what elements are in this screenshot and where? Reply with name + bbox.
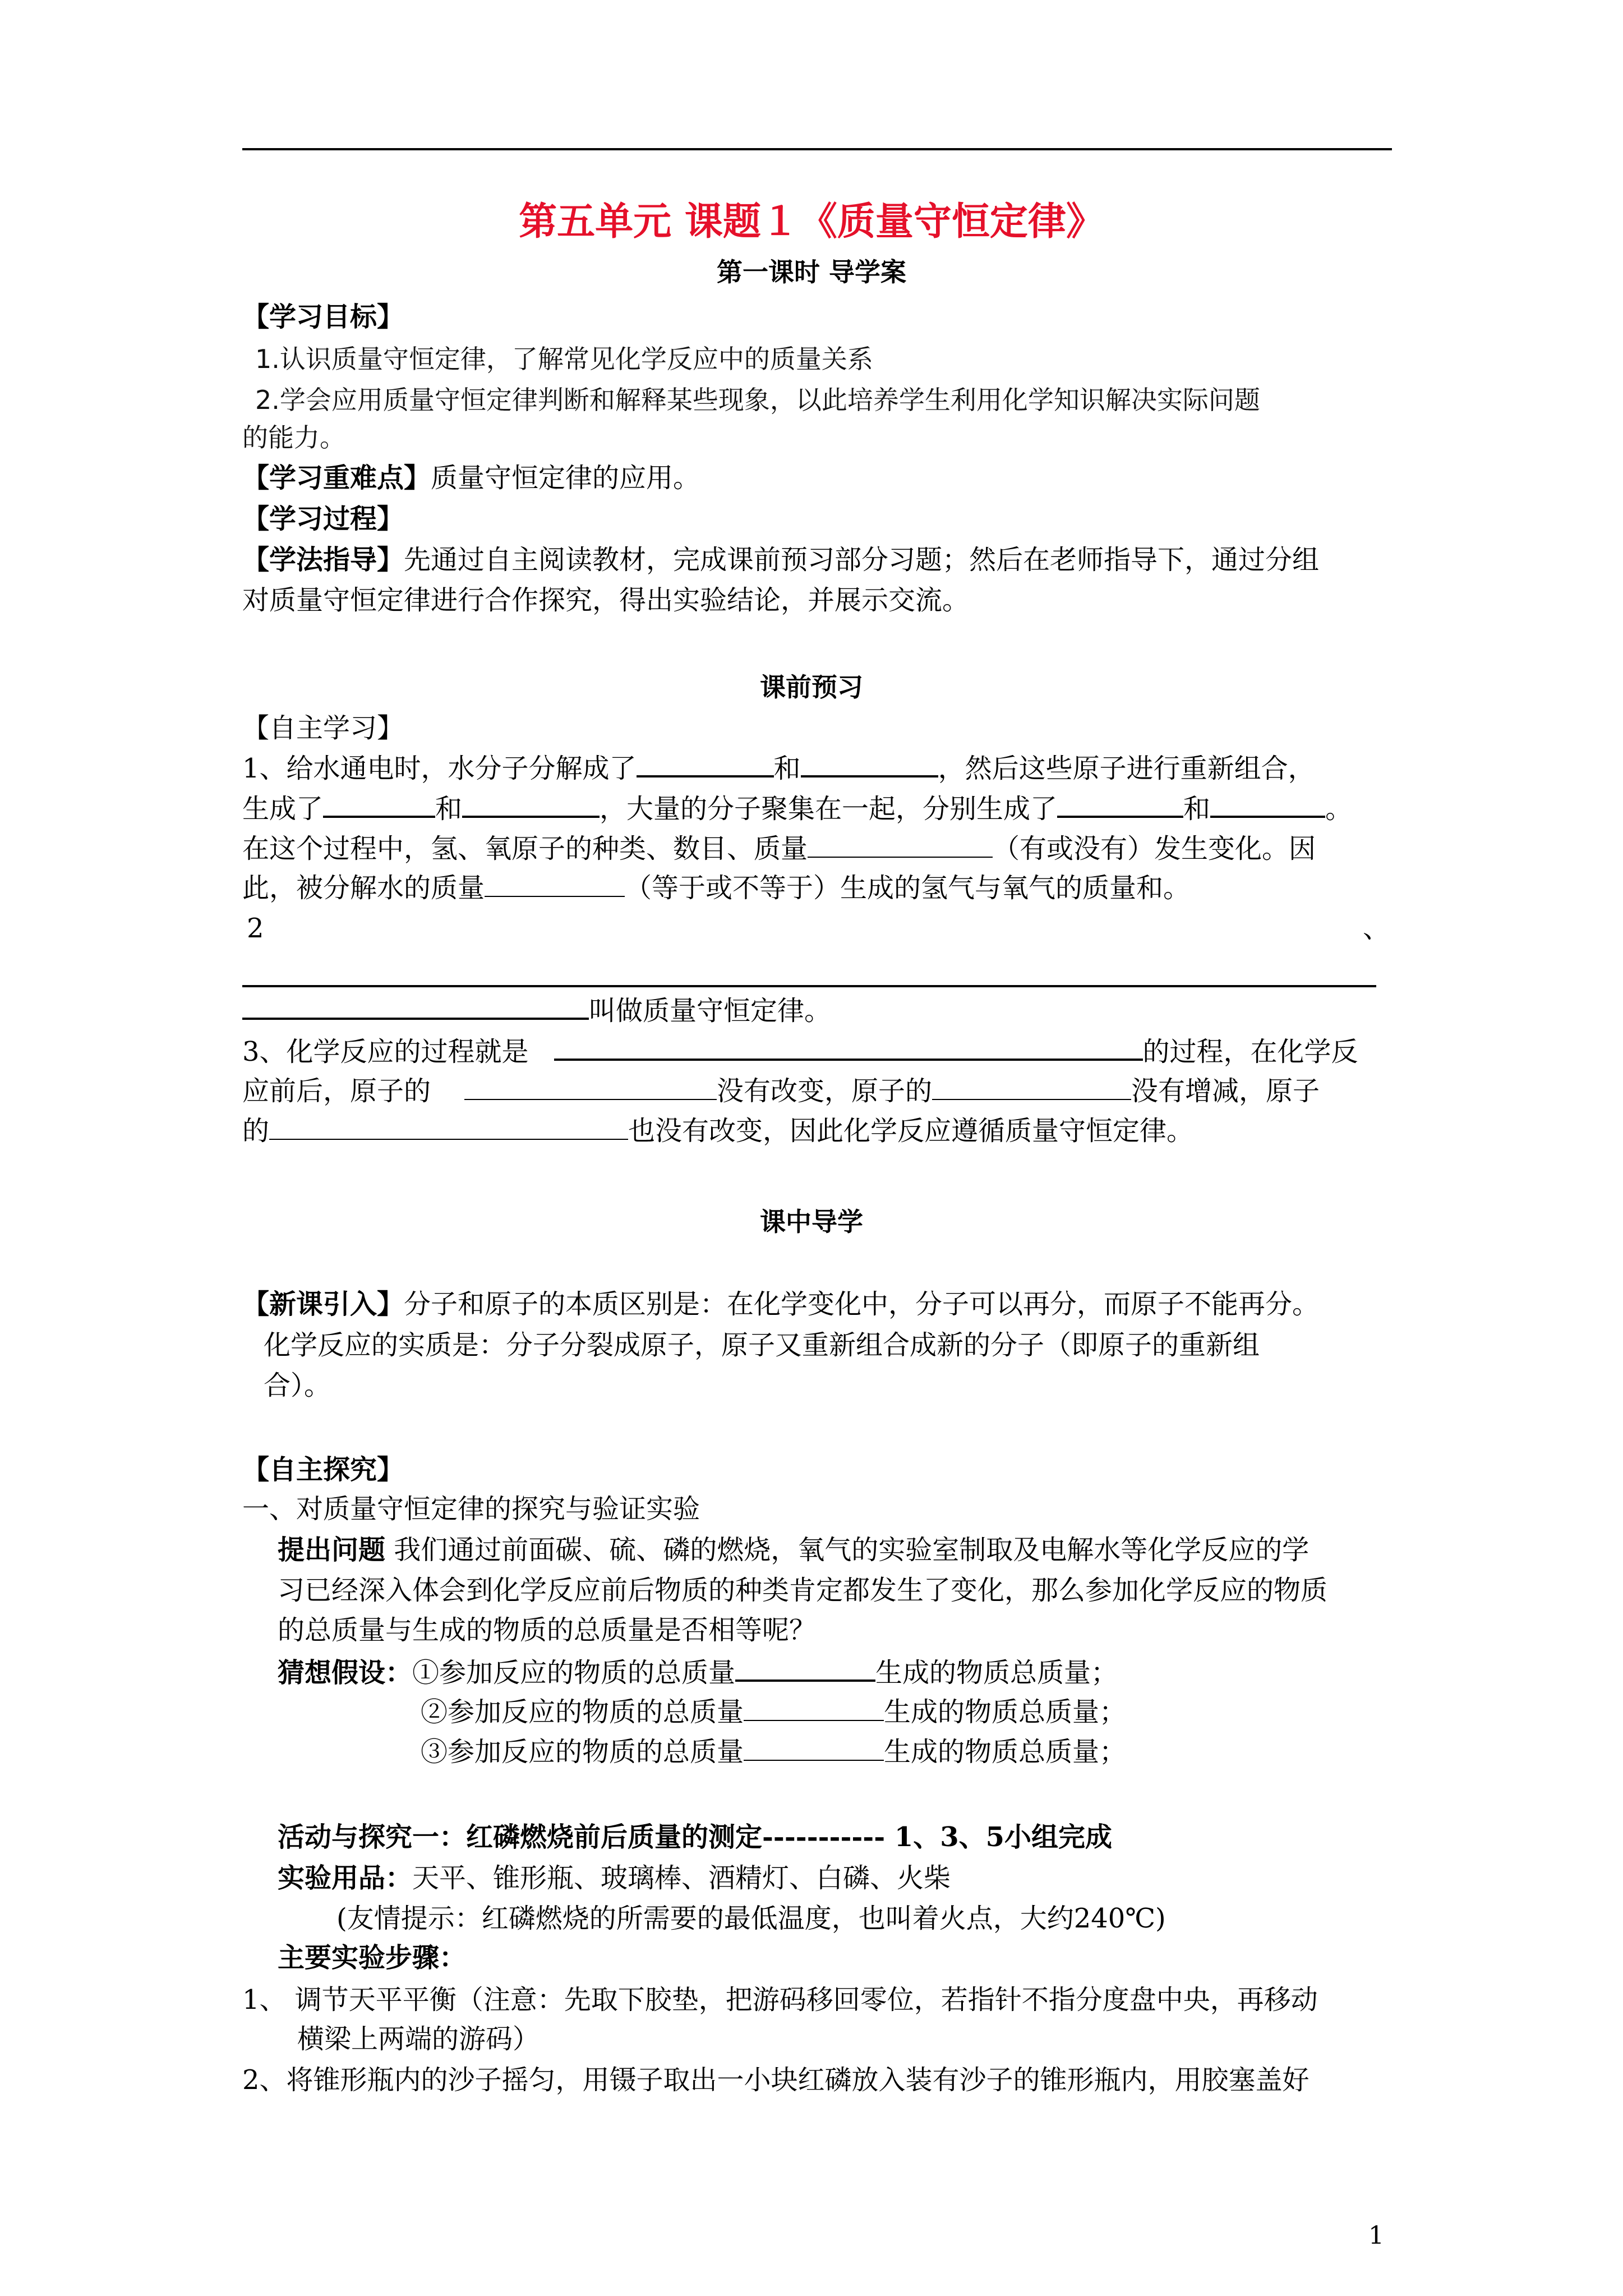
q1-line-3 — [242, 832, 1316, 866]
q1-line-4 — [242, 871, 1190, 905]
q1-blank-7[interactable] — [808, 832, 993, 858]
intro-text-1: 分子和原子的本质区别是：在化学变化中，分子可以再分，而原子不能再分。 — [404, 1289, 1320, 1320]
q2-text-tail: 叫做质量守恒定律。 — [589, 995, 832, 1027]
q3-blank-2[interactable] — [464, 1074, 717, 1100]
q1-blank-5[interactable] — [1057, 791, 1183, 818]
q3-text-2: 的过程，在化学反 — [1142, 1036, 1358, 1068]
preview-heading: 课前预习 — [760, 672, 863, 702]
q3-blank-3[interactable] — [932, 1074, 1131, 1100]
question-text-1: 我们通过前面碳、硫、磷的燃烧，氧气的实验室制取及电解水等化学反应的学 — [385, 1534, 1310, 1566]
q3-blank-1[interactable] — [554, 1034, 1143, 1061]
step-1b: 横梁上两端的游码） — [297, 2023, 540, 2055]
hypothesis-label: 猜想假设： — [278, 1657, 413, 1688]
method-line-2: 对质量守恒定律进行合作探究，得出实验结论，并展示交流。 — [242, 585, 970, 616]
q1-text-4: 生成了 — [242, 793, 324, 825]
q2-number: 2 — [247, 913, 264, 944]
hypothesis-3 — [421, 1735, 1126, 1769]
hypothesis-3-text: ③参加反应的物质的总质量 — [421, 1736, 744, 1768]
hypothesis-1-text: ①参加反应的物质的总质量 — [412, 1657, 736, 1688]
q3-text-5: 没有增减，原子 — [1131, 1075, 1320, 1107]
intro-line-1 — [242, 1287, 1319, 1321]
q1-line-1 — [242, 751, 1315, 785]
q3-line-3 — [242, 1114, 1193, 1148]
step-1a: 1、 调节天平平衡（注意：先取下胶垫，把游码移回零位，若指针不指分度盘中央，再移动 — [242, 1984, 1318, 2016]
hypothesis-blank-1[interactable] — [735, 1655, 875, 1682]
q3-text-1: 3、化学反应的过程就是 — [242, 1036, 529, 1068]
step-2: 2、将锥形瓶内的沙子摇匀，用镊子取出一小块红磷放入装有沙子的锥形瓶内，用胶塞盖好 — [242, 2064, 1310, 2096]
difficulty-text: 质量守恒定律的应用。 — [431, 462, 700, 494]
hypothesis-1-tail: 生成的物质总质量； — [875, 1657, 1118, 1688]
q3-text-4: 没有改变，原子的 — [717, 1075, 933, 1107]
difficulty-label: 【学习重难点】 — [242, 462, 431, 494]
q1-blank-2[interactable] — [801, 751, 938, 777]
question-line-3: 的总质量与生成的物质的总质量是否相等呢？ — [278, 1614, 817, 1646]
q3-text-6: 的 — [242, 1115, 270, 1147]
materials-line — [278, 1861, 951, 1895]
q3-line-2 — [242, 1074, 1320, 1108]
document-title: 第五单元 课题１《质量守恒定律》 — [519, 199, 1104, 244]
q1-text-2: 和 — [773, 753, 801, 784]
q1-text-11: 此，被分解水的质量 — [242, 872, 485, 904]
q1-text-3: ，然后这些原子进行重新组合， — [938, 753, 1315, 784]
intro-label: 【新课引入】 — [242, 1289, 404, 1320]
q1-blank-3[interactable] — [323, 791, 435, 818]
q1-text-12: （等于或不等于）生成的氢气与氧气的质量和。 — [625, 872, 1191, 904]
q1-blank-6[interactable] — [1210, 791, 1325, 818]
method-text-1: 先通过自主阅读教材，完成课前预习部分习题；然后在老师指导下，通过分组 — [404, 544, 1320, 576]
q3-blank-4[interactable] — [269, 1114, 628, 1140]
tip-line: (友情提示：红磷燃烧的所需要的最低温度，也叫着火点，大约240℃) — [336, 1903, 1166, 1934]
q1-blank-8[interactable] — [485, 871, 625, 897]
hypothesis-blank-3[interactable] — [744, 1735, 884, 1761]
method-label: 【学法指导】 — [242, 544, 404, 576]
q3-text-7: 也没有改变，因此化学反应遵循质量守恒定律。 — [628, 1115, 1194, 1147]
method-line-1 — [242, 543, 1319, 577]
materials-text: 天平、锥形瓶、玻璃棒、酒精灯、白磷、火柴 — [412, 1862, 951, 1894]
hypothesis-3-tail: 生成的物质总质量； — [884, 1736, 1127, 1768]
hypothesis-blank-2[interactable] — [744, 1695, 884, 1721]
q3-line-1 — [242, 1034, 1358, 1069]
hypothesis-2 — [421, 1695, 1126, 1729]
difficulty-line — [242, 461, 700, 495]
activity-heading: 活动与探究一：红磷燃烧前后质量的测定----------- 1、3、5小组完成 — [278, 1821, 1113, 1853]
q2-blank-line[interactable] — [242, 985, 1376, 987]
question-line-2: 习已经深入体会到化学反应前后物质的种类肯定都发生了变化，那么参加化学反应的物质 — [278, 1575, 1328, 1606]
q1-text-8: 。 — [1325, 793, 1353, 825]
q2-mark: 、 — [1363, 913, 1390, 944]
q1-blank-4[interactable] — [462, 791, 600, 818]
self-study-label: 【自主学习】 — [242, 712, 404, 744]
hypothesis-1 — [278, 1655, 1118, 1690]
materials-label: 实验用品： — [278, 1862, 413, 1894]
q3-text-3: 应前后，原子的 — [242, 1075, 431, 1107]
goals-heading: 【学习目标】 — [242, 301, 404, 333]
q1-text-5: 和 — [435, 793, 463, 825]
q1-text-6: ，大量的分子聚集在一起，分别生成了 — [600, 793, 1058, 825]
q1-blank-1[interactable] — [637, 751, 774, 777]
goal-item-2a: 2.学会应用质量守恒定律判断和解释某些现象，以此培养学生利用化学知识解决实际问题 — [255, 385, 1260, 415]
q1-text-10: （有或没有）发生变化。因 — [993, 833, 1316, 864]
hypothesis-2-tail: 生成的物质总质量； — [884, 1696, 1127, 1728]
q1-text-1: 1、给水通电时，水分子分解成了 — [242, 753, 637, 784]
intro-line-2: 化学反应的实质是：分子分裂成原子，原子又重新组合成新的分子（即原子的重新组 — [264, 1329, 1260, 1361]
q2-line-2 — [242, 993, 831, 1028]
q1-line-2 — [242, 791, 1352, 826]
process-heading: 【学习过程】 — [242, 503, 404, 535]
goal-item-2b: 的能力。 — [242, 422, 345, 453]
section-1-heading: 一、对质量守恒定律的探究与验证实验 — [242, 1493, 700, 1525]
document-subtitle: 第一课时 导学案 — [716, 257, 906, 287]
q1-text-7: 和 — [1183, 793, 1211, 825]
page-number: 1 — [1368, 2221, 1384, 2250]
guide-heading: 课中导学 — [760, 1207, 863, 1237]
question-line-1 — [278, 1533, 1309, 1567]
q2-blank-2[interactable] — [242, 993, 589, 1020]
q1-text-9: 在这个过程中，氢、氧原子的种类、数目、质量 — [242, 833, 808, 864]
goal-item-1: 1.认识质量守恒定律，了解常见化学反应中的质量关系 — [255, 344, 873, 374]
steps-label: 主要实验步骤： — [278, 1942, 467, 1973]
intro-line-3: 合）。 — [264, 1370, 331, 1401]
hypothesis-2-text: ②参加反应的物质的总质量 — [421, 1696, 744, 1728]
explore-label: 【自主探究】 — [242, 1454, 404, 1485]
header-rule — [242, 148, 1392, 150]
question-label: 提出问题 — [278, 1534, 386, 1566]
